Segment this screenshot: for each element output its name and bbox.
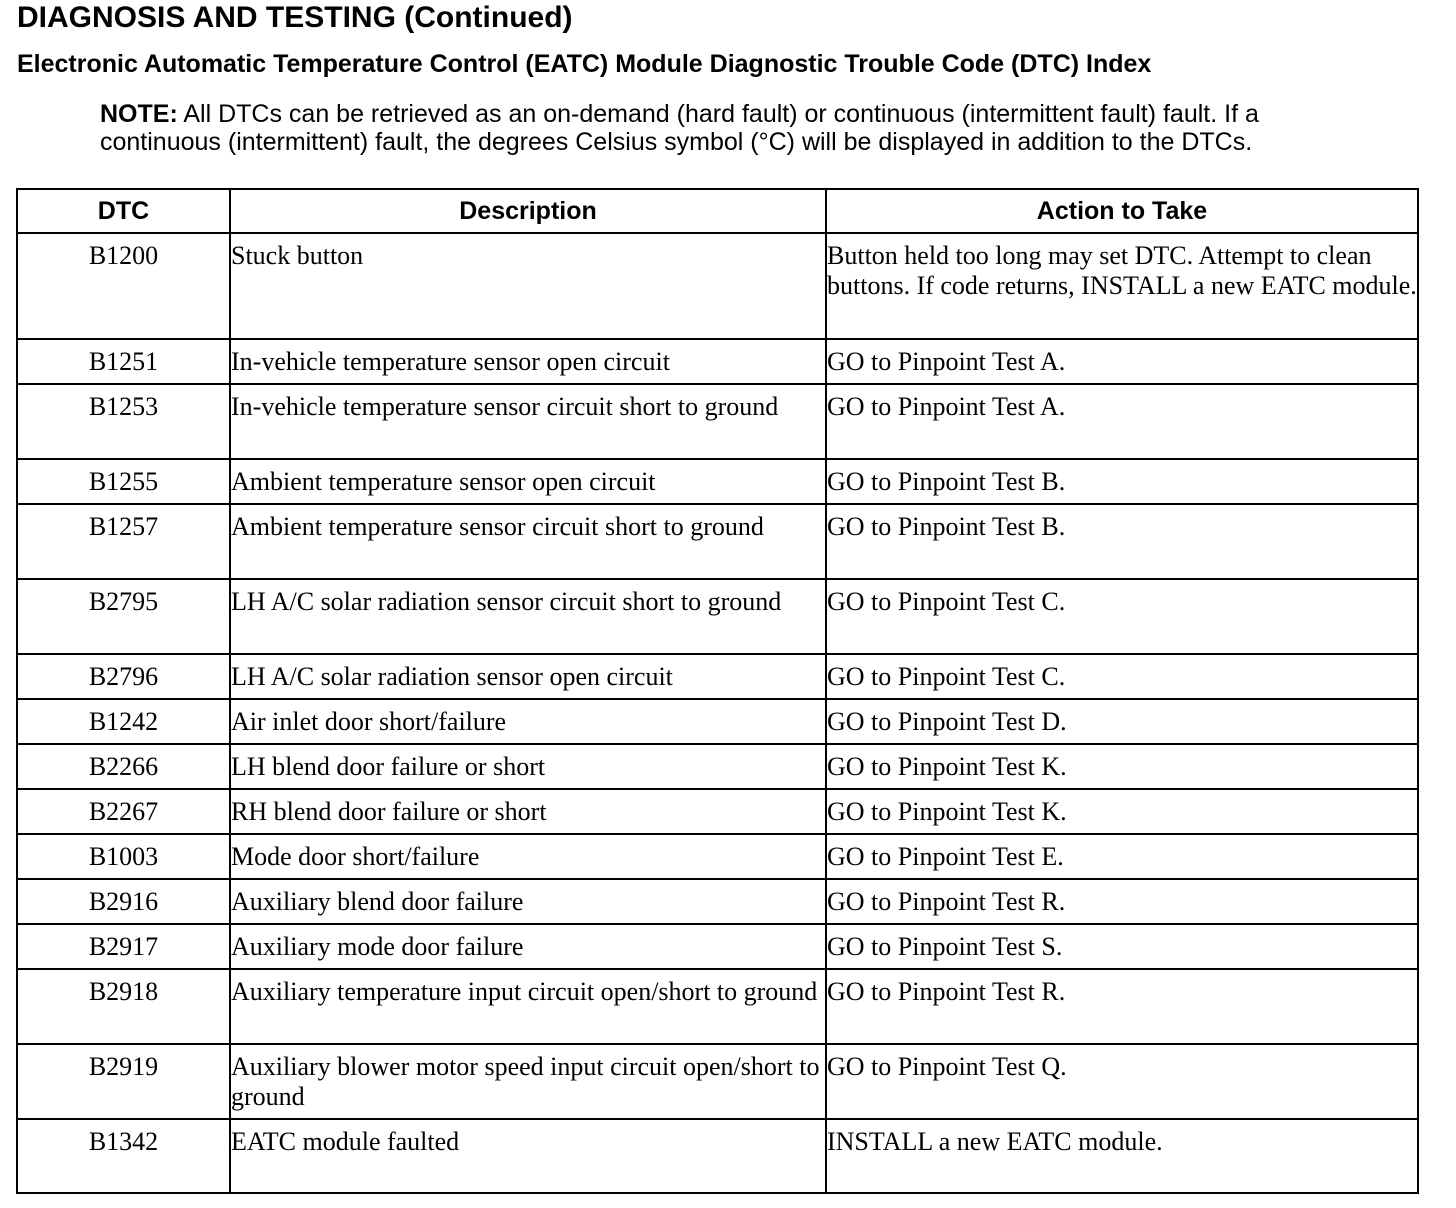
section-title: Electronic Automatic Temperature Control (EATC) Module Diagnostic Trouble Code (DTC) Index [17,50,1152,78]
action-cell: GO to Pinpoint Test K. [826,744,1418,789]
description-cell: Auxiliary temperature input circuit open/short to ground [230,969,826,1044]
action-cell: GO to Pinpoint Test R. [826,969,1418,1044]
action-cell: GO to Pinpoint Test S. [826,924,1418,969]
action-cell: GO to Pinpoint Test E. [826,834,1418,879]
action-cell: INSTALL a new EATC module. [826,1119,1418,1193]
dtc-code-cell: B1255 [17,459,230,504]
table-row [17,1119,1418,1193]
table-row [17,699,1418,744]
dtc-code-cell: B2918 [17,969,230,1044]
action-cell: GO to Pinpoint Test D. [826,699,1418,744]
table-row [17,579,1418,654]
description-cell: Auxiliary blower motor speed input circuit open/short to ground [230,1044,826,1119]
column-header-description: Description [230,189,826,233]
dtc-code-cell: B2796 [17,654,230,699]
dtc-code-cell: B1003 [17,834,230,879]
description-cell: Auxiliary blend door failure [230,879,826,924]
table-row [17,384,1418,459]
dtc-code-cell: B1253 [17,384,230,459]
note-text: All DTCs can be retrieved as an on-demand (hard fault) or continuous (intermittent fault) fault. If a continuous (intermittent) fault, the degrees Celsius symbol (°C) will be displayed in addition to the DTCs. [100,100,1259,156]
description-cell: LH A/C solar radiation sensor circuit short to ground [230,579,826,654]
description-cell: Mode door short/failure [230,834,826,879]
description-cell: RH blend door failure or short [230,789,826,834]
action-cell: GO to Pinpoint Test Q. [826,1044,1418,1119]
table-row [17,744,1418,789]
table-body [17,233,1418,1193]
description-cell: Ambient temperature sensor open circuit [230,459,826,504]
table-row [17,834,1418,879]
description-cell: LH blend door failure or short [230,744,826,789]
action-cell: GO to Pinpoint Test R. [826,879,1418,924]
description-cell: In-vehicle temperature sensor circuit short to ground [230,384,826,459]
table-row [17,339,1418,384]
action-cell: GO to Pinpoint Test B. [826,504,1418,579]
description-cell: EATC module faulted [230,1119,826,1193]
dtc-code-cell: B1342 [17,1119,230,1193]
description-cell: Ambient temperature sensor circuit short to ground [230,504,826,579]
description-cell: Auxiliary mode door failure [230,924,826,969]
description-cell: Stuck button [230,233,826,339]
column-header-dtc: DTC [17,189,230,233]
description-cell: LH A/C solar radiation sensor open circuit [230,654,826,699]
dtc-code-cell: B1251 [17,339,230,384]
dtc-code-cell: B2919 [17,1044,230,1119]
dtc-code-cell: B1200 [17,233,230,339]
table-row [17,654,1418,699]
column-header-action: Action to Take [826,189,1418,233]
note-label: NOTE: [100,100,178,128]
action-cell: GO to Pinpoint Test A. [826,339,1418,384]
action-cell: GO to Pinpoint Test A. [826,384,1418,459]
action-cell: GO to Pinpoint Test C. [826,654,1418,699]
dtc-code-cell: B2916 [17,879,230,924]
action-cell: GO to Pinpoint Test K. [826,789,1418,834]
description-cell: In-vehicle temperature sensor open circuit [230,339,826,384]
table-row [17,924,1418,969]
table-row [17,504,1418,579]
table-row [17,459,1418,504]
dtc-code-cell: B1242 [17,699,230,744]
table-row [17,969,1418,1044]
action-cell: GO to Pinpoint Test C. [826,579,1418,654]
table-row [17,233,1418,339]
dtc-code-cell: B2795 [17,579,230,654]
dtc-code-cell: B2266 [17,744,230,789]
dtc-code-cell: B2267 [17,789,230,834]
description-cell: Air inlet door short/failure [230,699,826,744]
dtc-code-cell: B2917 [17,924,230,969]
dtc-index-table [16,188,1419,1194]
page-title: DIAGNOSIS AND TESTING (Continued) [17,1,573,34]
table-row [17,1044,1418,1119]
table-row [17,879,1418,924]
action-cell: Button held too long may set DTC. Attempt to clean buttons. If code returns, INSTALL a new EATC module. [826,233,1418,339]
action-cell: GO to Pinpoint Test B. [826,459,1418,504]
dtc-code-cell: B1257 [17,504,230,579]
table-row [17,789,1418,834]
table-header-row [17,189,1418,233]
note-paragraph [100,100,1340,156]
